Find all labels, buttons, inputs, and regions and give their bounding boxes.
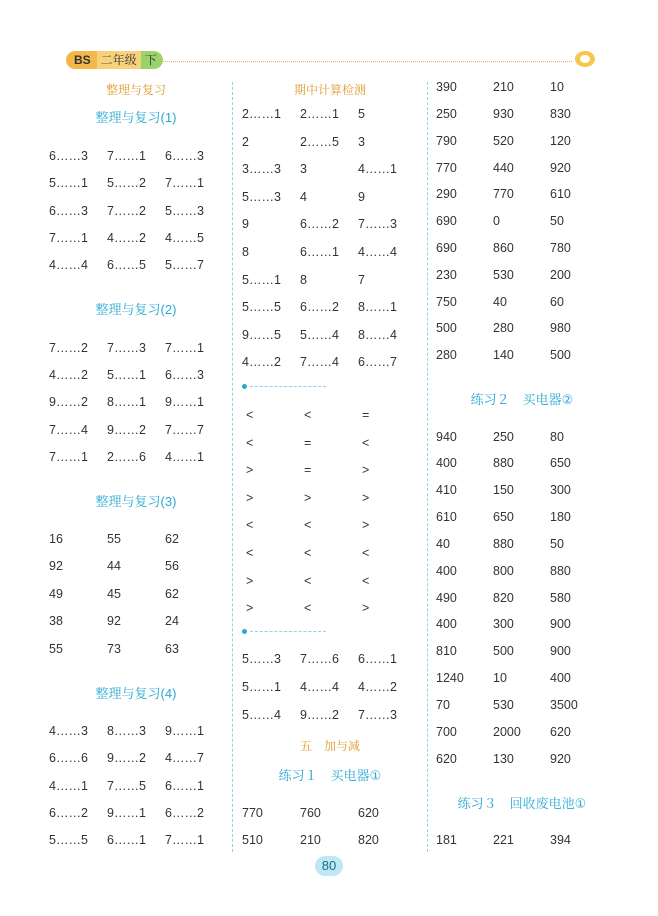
- sun-icon: [574, 50, 596, 68]
- part-divider: [250, 631, 326, 632]
- practice-title: 练习３ 回收废电池①: [457, 796, 587, 811]
- col1-section-title: 整理与复习: [105, 83, 167, 97]
- page-number: [309, 856, 349, 876]
- grade-label: 二年级: [97, 51, 141, 69]
- term-label: 下: [141, 51, 163, 69]
- page-number-text: 80: [321, 858, 337, 873]
- part-divider: [250, 386, 326, 387]
- divider-bullet: [242, 629, 247, 634]
- divider-bullet: [242, 384, 247, 389]
- column-divider-2: [427, 82, 428, 852]
- unit-title: 五 加与减: [299, 739, 361, 753]
- column-divider-1: [232, 82, 233, 852]
- block-title: 整理与复习(2): [95, 302, 177, 317]
- practice-title: 练习１ 买电器①: [278, 768, 382, 783]
- practice-title: 练习２ 买电器②: [470, 392, 574, 407]
- series-label: BS: [66, 51, 97, 69]
- block-title: 整理与复习(1): [95, 110, 177, 125]
- header-rule: [160, 61, 572, 62]
- block-title: 整理与复习(4): [95, 686, 177, 701]
- col2-section-title: 期中计算检测: [293, 83, 367, 97]
- grade-badge: [66, 51, 163, 69]
- block-title: 整理与复习(3): [95, 494, 177, 509]
